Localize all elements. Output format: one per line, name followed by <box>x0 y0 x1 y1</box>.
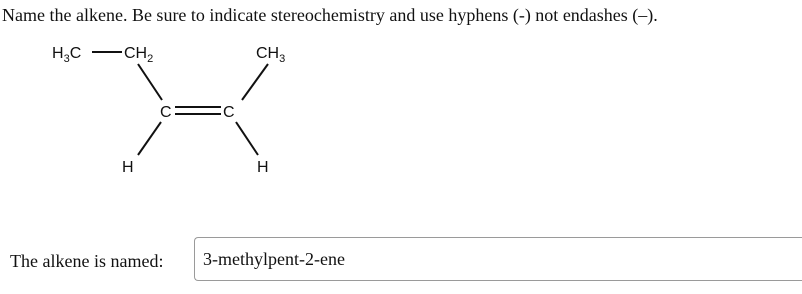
methylene-group-label: $CH_2$ <box>124 45 154 65</box>
alkene-carbon-right: C <box>223 104 235 121</box>
bond-c3-h <box>236 122 258 155</box>
answer-input[interactable] <box>194 237 802 281</box>
bond-c2-h <box>138 122 161 155</box>
methyl-right-label: $CH_3$ <box>256 45 286 65</box>
hydrogen-left: H <box>122 159 134 176</box>
alkene-carbon-left: C <box>160 104 172 121</box>
bond-ch3-c3 <box>242 64 268 100</box>
hydrogen-right: H <box>257 159 269 176</box>
bond-ch2-c2 <box>138 64 162 100</box>
answer-label: The alkene is named: <box>10 251 164 271</box>
question-prompt: Name the alkene. Be sure to indicate stereochemistry and use hyphens (-) not endashes (–). <box>2 5 658 25</box>
methyl-group-label: $H_3C$ <box>52 45 82 65</box>
